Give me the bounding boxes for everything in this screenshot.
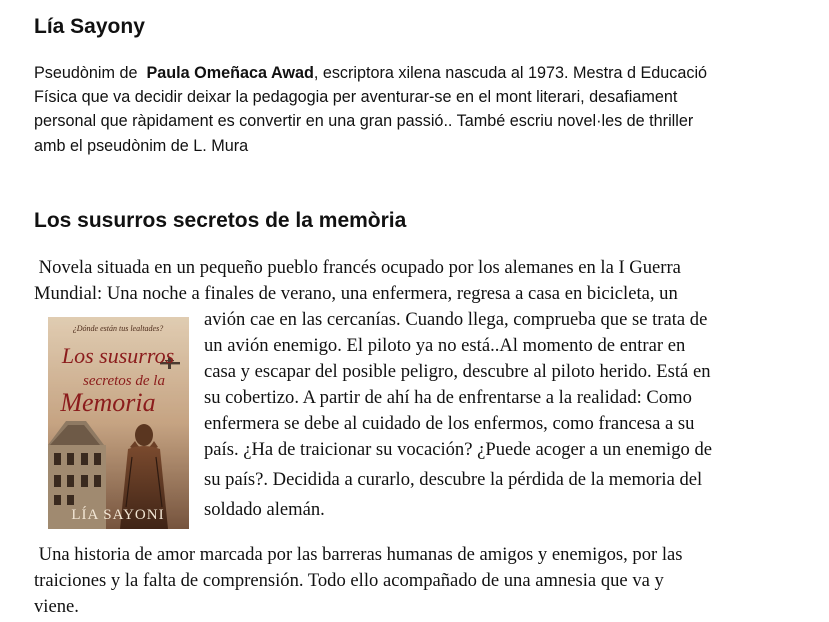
bio-line: Física que va decidir deixar la pedagogia per aventurar-se en el mont literari, desafiament [34,88,678,107]
synopsis-line: Novela situada en un pequeño pueblo francés ocupado por los alemanes en la I Guerra [34,257,681,278]
closing-line: traiciones y la falta de comprensión. Todo ello acompañado de una amnesia que va y [34,570,664,591]
bio-line: personal que ràpidament es convertir en una gran passió.. També escriu novel·les de thriller [34,112,694,131]
closing-line: Una historia de amor marcada por las barreras humanas de amigos y enemigos, por las [34,544,683,565]
book-closing-paragraph [34,542,798,620]
cover-author: LÍA SAYONI [71,507,165,523]
closing-line: viene. [34,596,79,617]
cover-title-line1: Los susurros [61,343,175,368]
bio-line: Pseudònim de Paula Omeñaca Awad, escriptora xilena nascuda al 1973. Mestra d Educació [34,64,708,82]
book-title: Los susurros secretos de la memòria [34,209,407,232]
author-name: Lía Sayony [34,15,145,38]
synopsis-line: avión cae en las cercanías. Cuando llega, comprueba que se trata de [204,309,708,330]
bio-line: amb el pseudònim de L. Mura [34,136,249,155]
synopsis-line: país. ¿Ha de traicionar su vocación? ¿Puede acoger a un enemigo de [204,439,713,460]
synopsis-line: casa y escapar del posible peligro, descubre al piloto herido. Está en [204,361,711,382]
cover-title-line3: Memoria [60,388,156,417]
cover-title-line2: secretos de la [83,373,165,389]
author-bio [34,61,794,158]
real-name: Paula Omeñaca Awad [146,64,314,82]
book-cover-image [48,317,189,529]
synopsis-line: su país?. Decidida a curarlo, descubre la pérdida de la memoria del [204,469,703,490]
synopsis-line: su cobertizo. A partir de ahí ha de enfrentarse a la realidad: Como [204,387,692,408]
synopsis-line: un avión enemigo. El piloto ya no está..Al momento de entrar en [204,335,686,356]
synopsis-line: soldado alemán. [204,499,325,520]
cover-tagline: ¿Dónde están tus lealtades? [72,324,164,333]
synopsis-line: Mundial: Una noche a finales de verano, una enfermera, regresa a casa en bicicleta, un [34,283,678,304]
synopsis-line: enfermera se debe al cuidado de los enfermos, como francesa a su [204,413,695,434]
